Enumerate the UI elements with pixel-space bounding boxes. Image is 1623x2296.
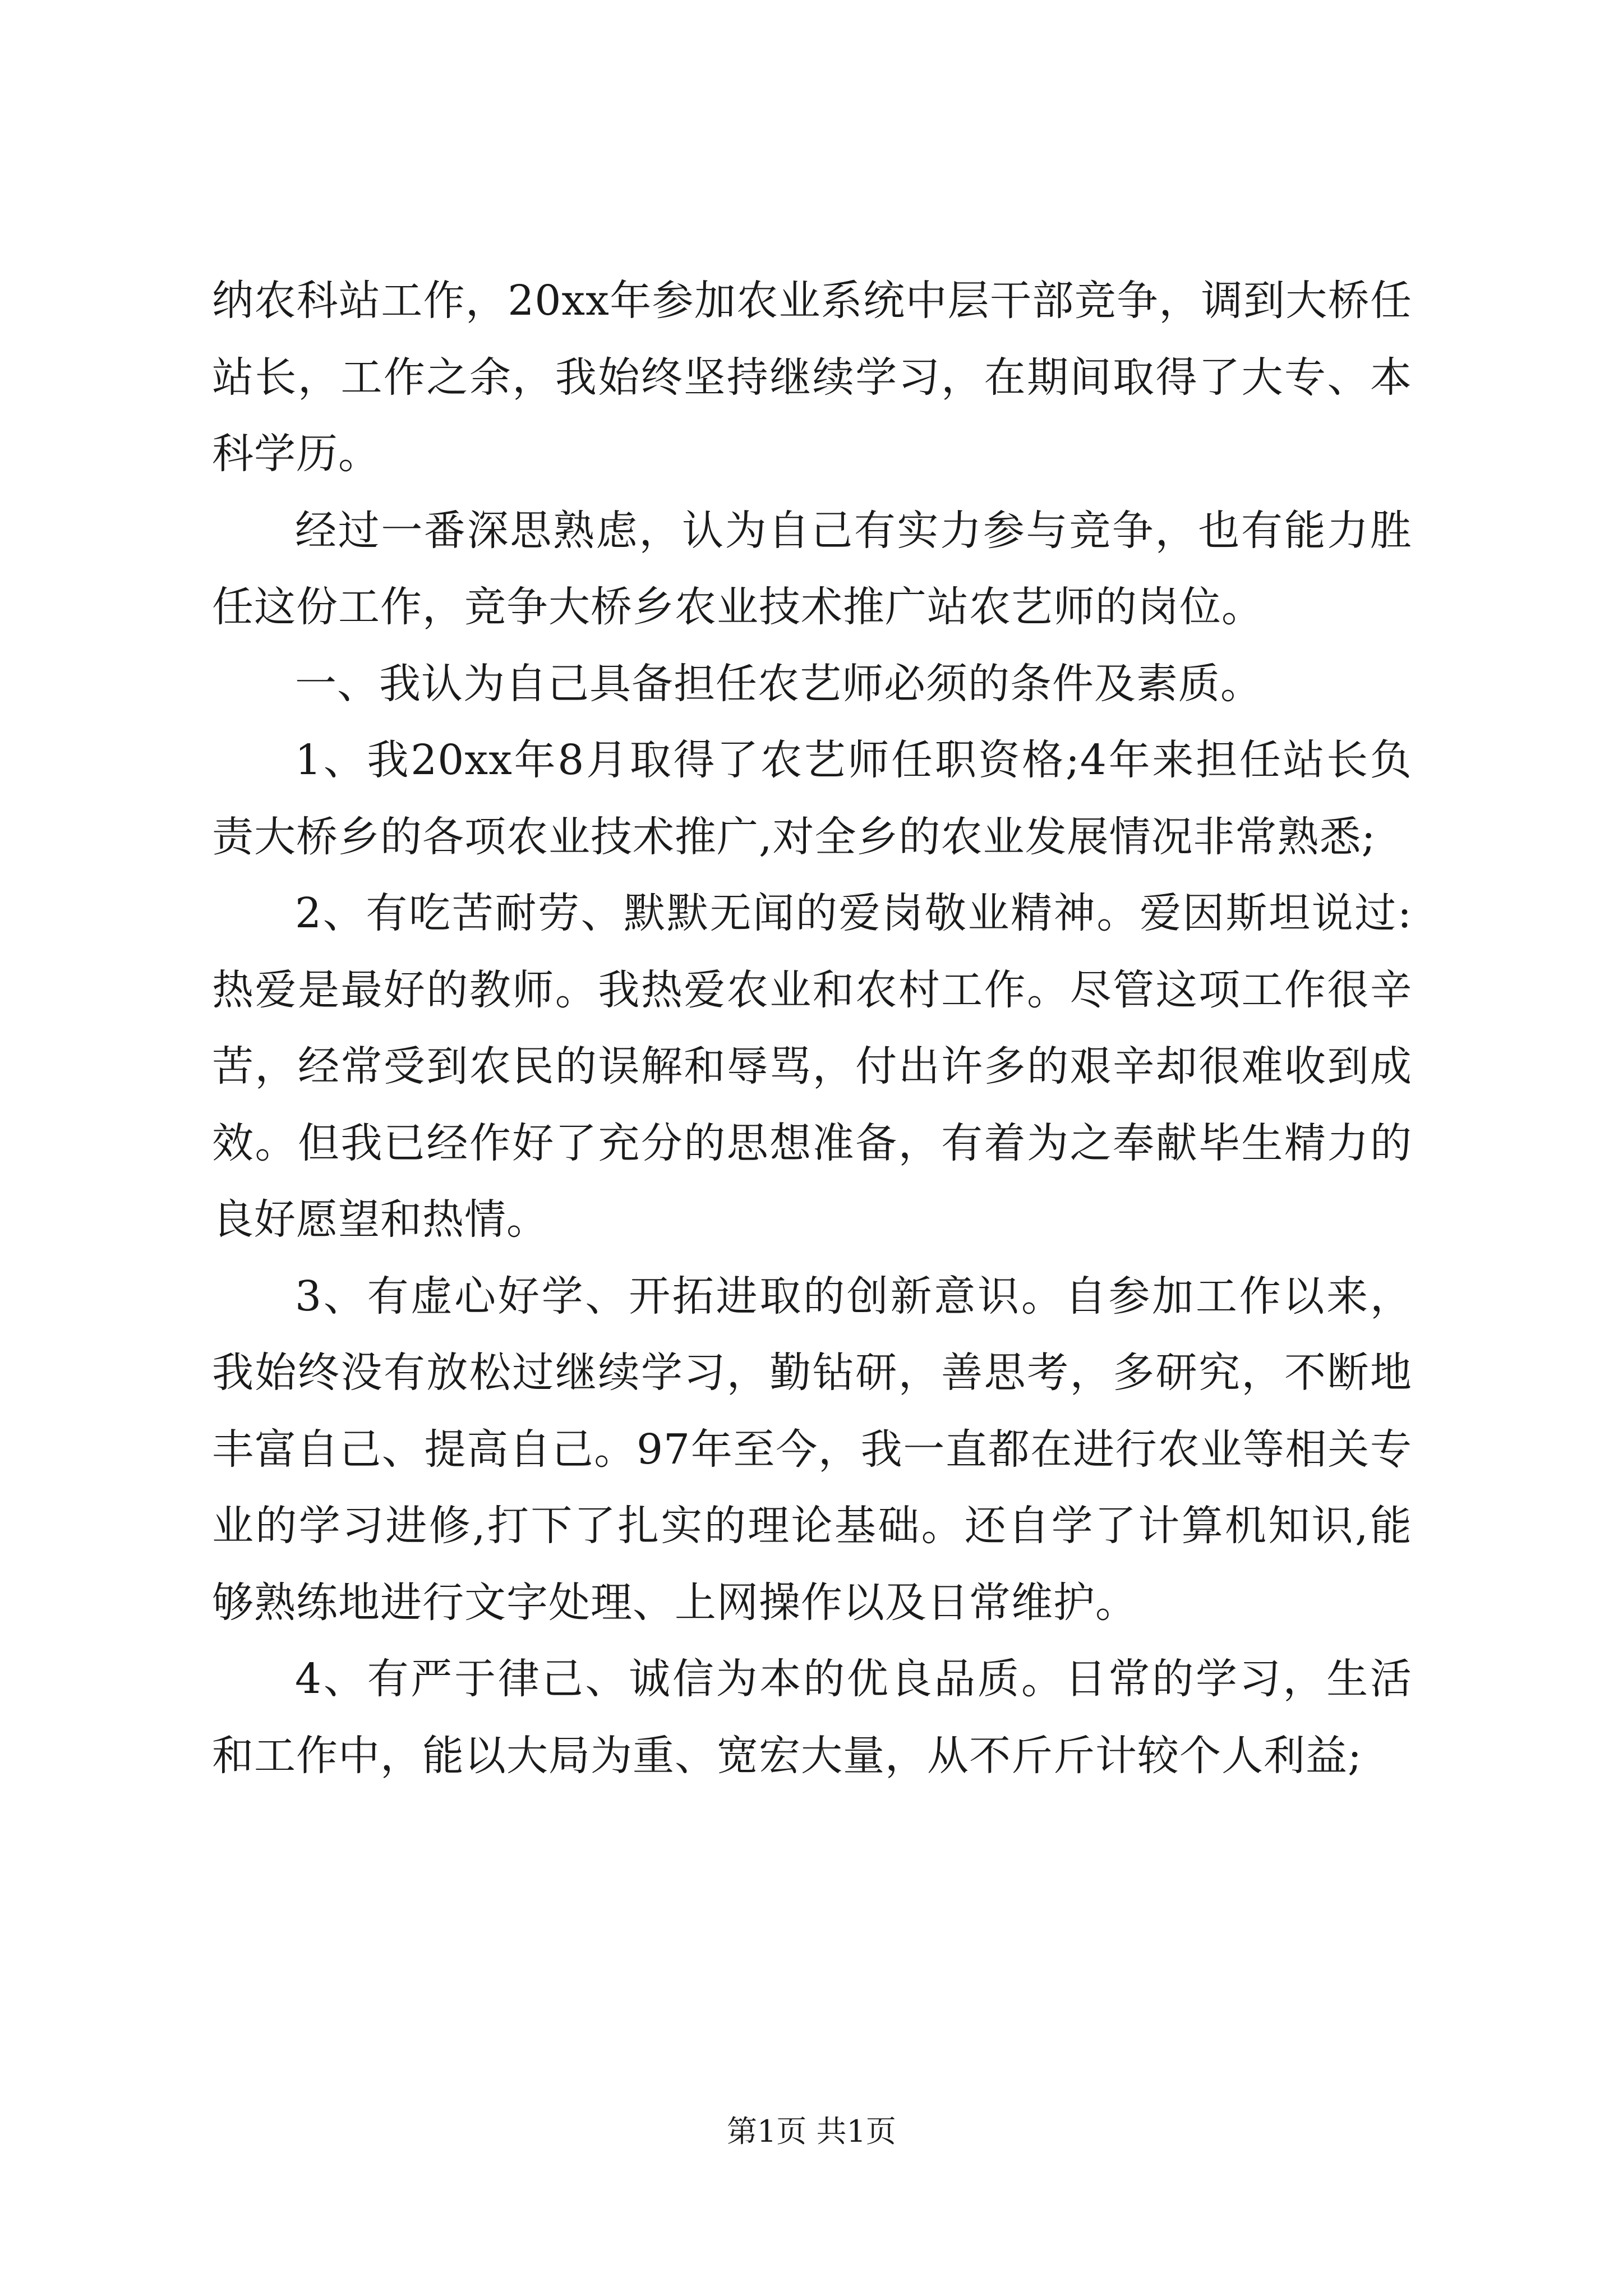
- paragraph-point-4: 4、有严于律己、诚信为本的优良品质。日常的学习，生活和工作中，能以大局为重、宽宏大量，从不斤斤计较个人利益;: [212, 1655, 1412, 1780]
- section-heading-qualifications: 一、我认为自己具备担任农艺师必须的条件及素质。: [295, 659, 1262, 708]
- paragraph-point-1: 1、我20xx年8月取得了农艺师任职资格;4年来担任站长负责大桥乡的各项农业技术推广,对全乡的农业发展情况非常熟悉;: [212, 736, 1412, 861]
- paragraph-point-2: 2、有吃苦耐劳、默默无闻的爱岗敬业精神。爱因斯坦说过:热爱是最好的教师。我热爱农业和农村工作。尽管这项工作很辛苦，经常受到农民的误解和辱骂，付出许多的艰辛却很难收到成效。但我已经作好了充分的思想准备，有着为之奉献毕生精力的良好愿望和热情。: [212, 889, 1412, 1244]
- document-body: [212, 263, 1412, 1794]
- page-footer: 第1页 共1页: [727, 2114, 896, 2149]
- paragraph-decision: 经过一番深思熟虑，认为自己有实力参与竞争，也有能力胜任这份工作，竞争大桥乡农业技术推广站农艺师的岗位。: [212, 506, 1412, 631]
- paragraph-continuation: 纳农科站工作，20xx年参加农业系统中层干部竞争，调到大桥任站长，工作之余，我始终坚持继续学习，在期间取得了大专、本科学历。: [212, 277, 1412, 478]
- paragraph-point-3: 3、有虚心好学、开拓进取的创新意识。自参加工作以来，我始终没有放松过继续学习，勤钻研，善思考，多研究，不断地丰富自己、提高自己。97年至今，我一直都在进行农业等相关专业的学习进修,打下了扎实的理论基础。还自学了计算机知识,能够熟练地进行文字处理、上网操作以及日常维护。: [212, 1272, 1412, 1627]
